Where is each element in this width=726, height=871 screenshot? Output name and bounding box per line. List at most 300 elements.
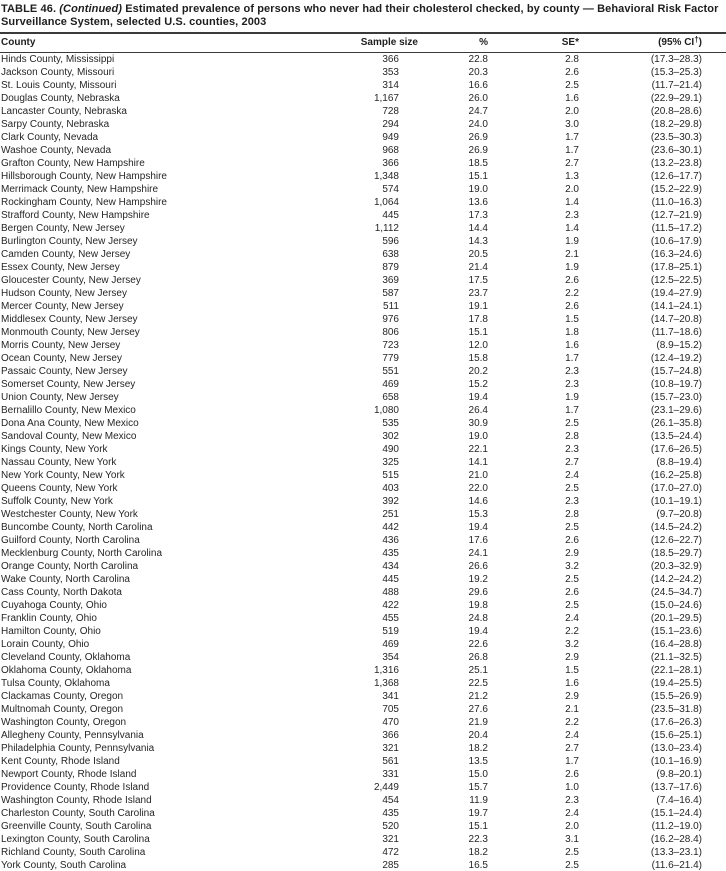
table-row — [0, 287, 726, 300]
cell-county: Orange County, North Carolina — [1, 561, 139, 572]
cell-county: Hamilton County, Ohio — [1, 626, 101, 637]
cell-ci: (11.0–16.3) — [651, 197, 702, 208]
cell-county: New York County, New York — [1, 470, 125, 481]
cell-sample-size: 325 — [382, 457, 399, 468]
cell-ci: (24.5–34.7) — [650, 587, 702, 598]
cell-sample-size: 511 — [383, 301, 399, 312]
table-row — [0, 599, 726, 612]
cell-se: 1.7 — [565, 405, 579, 416]
cell-sample-size: 515 — [382, 470, 399, 481]
cell-se: 1.5 — [565, 665, 579, 676]
cell-percent: 17.8 — [468, 314, 488, 325]
cell-se: 2.3 — [565, 366, 579, 377]
cell-ci: (14.1–24.1) — [650, 301, 702, 312]
table-row — [0, 365, 726, 378]
cell-se: 1.8 — [565, 327, 579, 338]
cell-se: 2.5 — [565, 80, 579, 91]
table-row — [0, 729, 726, 742]
cell-ci: (11.7–21.4) — [651, 80, 702, 91]
cell-sample-size: 587 — [382, 288, 399, 299]
cell-se: 2.5 — [565, 600, 579, 611]
ci-header-close-paren: ) — [698, 37, 702, 48]
cell-percent: 19.1 — [468, 301, 488, 312]
prevalence-table — [0, 32, 726, 871]
cell-percent: 15.2 — [468, 379, 488, 390]
cell-county: Washoe County, Nevada — [1, 145, 112, 156]
cell-ci: (20.8–28.6) — [650, 106, 702, 117]
cell-sample-size: 638 — [382, 249, 399, 260]
cell-sample-size: 488 — [382, 587, 399, 598]
cell-se: 2.7 — [565, 457, 579, 468]
table-body — [0, 53, 726, 871]
table-row — [0, 339, 726, 352]
cell-sample-size: 470 — [382, 717, 399, 728]
cell-sample-size: 445 — [382, 210, 399, 221]
table-row — [0, 807, 726, 820]
table-row — [0, 482, 726, 495]
cell-se: 1.9 — [565, 392, 579, 403]
cell-county: Greenville County, South Carolina — [1, 821, 152, 832]
table-row — [0, 144, 726, 157]
cell-se: 1.0 — [565, 782, 579, 793]
cell-county: Hinds County, Mississippi — [1, 54, 115, 65]
cell-se: 2.6 — [565, 275, 579, 286]
table-row — [0, 625, 726, 638]
cell-se: 1.7 — [565, 756, 579, 767]
cell-county: Lexington County, South Carolina — [1, 834, 150, 845]
cell-county: Kent County, Rhode Island — [1, 756, 120, 767]
cell-se: 2.4 — [565, 470, 579, 481]
cell-ci: (9.7–20.8) — [656, 509, 702, 520]
table-row — [0, 664, 726, 677]
cell-percent: 22.0 — [468, 483, 488, 494]
cell-sample-size: 321 — [382, 743, 399, 754]
cell-percent: 21.0 — [468, 470, 488, 481]
cell-ci: (10.6–17.9) — [650, 236, 702, 247]
cell-se: 2.9 — [565, 691, 579, 702]
cell-county: Camden County, New Jersey — [1, 249, 131, 260]
table-row — [0, 833, 726, 846]
cell-county: Queens County, New York — [1, 483, 118, 494]
table-row — [0, 781, 726, 794]
cell-percent: 26.4 — [468, 405, 488, 416]
cell-county: Sandoval County, New Mexico — [1, 431, 137, 442]
cell-ci: (19.4–27.9) — [650, 288, 702, 299]
cell-sample-size: 949 — [382, 132, 399, 143]
cell-county: Mecklenburg County, North Carolina — [1, 548, 163, 559]
cell-percent: 21.4 — [468, 262, 488, 273]
table-row — [0, 404, 726, 417]
cell-percent: 19.0 — [468, 184, 488, 195]
cell-percent: 14.4 — [468, 223, 488, 234]
cell-ci: (20.1–29.5) — [650, 613, 702, 624]
cell-ci: (8.9–15.2) — [656, 340, 702, 351]
cell-se: 2.3 — [565, 444, 579, 455]
cell-ci: (18.2–29.8) — [650, 119, 702, 130]
cell-ci: (12.5–22.5) — [650, 275, 702, 286]
cell-percent: 19.2 — [468, 574, 488, 585]
table-row — [0, 261, 726, 274]
cell-se: 1.7 — [565, 353, 579, 364]
cell-se: 1.7 — [565, 132, 579, 143]
cell-sample-size: 314 — [382, 80, 399, 91]
cell-se: 2.9 — [565, 652, 579, 663]
cell-se: 2.5 — [565, 418, 579, 429]
cell-se: 2.7 — [565, 158, 579, 169]
cell-sample-size: 490 — [382, 444, 399, 455]
cell-ci: (20.3–32.9) — [650, 561, 702, 572]
cell-sample-size: 454 — [382, 795, 399, 806]
table-row — [0, 79, 726, 92]
table-row — [0, 170, 726, 183]
table-row — [0, 430, 726, 443]
cell-sample-size: 968 — [382, 145, 399, 156]
cell-county: St. Louis County, Missouri — [1, 80, 117, 91]
table-row — [0, 521, 726, 534]
cell-se: 2.1 — [565, 249, 579, 260]
table-row — [0, 456, 726, 469]
cell-percent: 15.3 — [468, 509, 488, 520]
cell-sample-size: 434 — [382, 561, 399, 572]
cell-percent: 19.4 — [468, 626, 488, 637]
cell-county: Oklahoma County, Oklahoma — [1, 665, 132, 676]
cell-ci: (7.4–16.4) — [656, 795, 702, 806]
cell-county: Bernalillo County, New Mexico — [1, 405, 136, 416]
cell-se: 3.1 — [565, 834, 579, 845]
cell-percent: 11.9 — [469, 795, 488, 806]
cell-county: Burlington County, New Jersey — [1, 236, 138, 247]
cell-county: Strafford County, New Hampshire — [1, 210, 150, 221]
cell-county: Cuyahoga County, Ohio — [1, 600, 107, 611]
cell-percent: 14.1 — [468, 457, 488, 468]
cell-ci: (13.3–23.1) — [650, 847, 702, 858]
table-row — [0, 183, 726, 196]
table-row — [0, 274, 726, 287]
cell-ci: (11.5–17.2) — [651, 223, 702, 234]
cell-sample-size: 469 — [382, 639, 399, 650]
cell-sample-size: 1,316 — [373, 665, 399, 676]
table-row — [0, 755, 726, 768]
cell-percent: 22.1 — [468, 444, 488, 455]
cell-percent: 26.8 — [468, 652, 488, 663]
table-row — [0, 716, 726, 729]
table-row — [0, 313, 726, 326]
cell-percent: 20.4 — [468, 730, 488, 741]
cell-percent: 20.3 — [468, 67, 488, 78]
table-row — [0, 846, 726, 859]
cell-county: Washington County, Oregon — [1, 717, 127, 728]
cell-percent: 18.2 — [468, 847, 488, 858]
cell-percent: 24.7 — [468, 106, 488, 117]
cell-county: Middlesex County, New Jersey — [1, 314, 138, 325]
cell-county: Washington County, Rhode Island — [1, 795, 152, 806]
cell-county: Merrimack County, New Hampshire — [1, 184, 159, 195]
cell-sample-size: 436 — [382, 535, 399, 546]
cell-se: 2.6 — [565, 301, 579, 312]
table-row — [0, 196, 726, 209]
cell-percent: 19.7 — [468, 808, 488, 819]
cell-sample-size: 435 — [382, 548, 399, 559]
cell-county: Ocean County, New Jersey — [1, 353, 122, 364]
cell-percent: 24.0 — [468, 119, 488, 130]
cell-county: Grafton County, New Hampshire — [1, 158, 145, 169]
cell-percent: 12.0 — [468, 340, 488, 351]
cell-ci: (18.5–29.7) — [650, 548, 702, 559]
cell-county: Clackamas County, Oregon — [1, 691, 124, 702]
table-title-continued: (Continued) — [59, 3, 123, 15]
cell-sample-size: 366 — [382, 54, 399, 65]
cell-percent: 20.2 — [468, 366, 488, 377]
cell-percent: 19.8 — [468, 600, 488, 611]
cell-sample-size: 366 — [382, 730, 399, 741]
cell-ci: (12.6–22.7) — [650, 535, 702, 546]
cell-ci: (10.8–19.7) — [650, 379, 702, 390]
cell-sample-size: 879 — [382, 262, 399, 273]
cell-ci: (16.3–24.6) — [650, 249, 702, 260]
cell-percent: 19.4 — [468, 522, 488, 533]
cell-se: 2.7 — [565, 743, 579, 754]
cell-se: 2.8 — [565, 54, 579, 65]
cell-percent: 15.1 — [468, 171, 488, 182]
cell-ci: (15.5–26.9) — [650, 691, 702, 702]
cell-se: 2.9 — [565, 548, 579, 559]
cell-county: Westchester County, New York — [1, 509, 138, 520]
cell-percent: 29.6 — [468, 587, 488, 598]
cell-sample-size: 561 — [382, 756, 399, 767]
cell-percent: 13.6 — [468, 197, 488, 208]
cell-sample-size: 331 — [382, 769, 399, 780]
cell-ci: (15.7–23.0) — [650, 392, 702, 403]
cell-sample-size: 369 — [382, 275, 399, 286]
cell-sample-size: 1,064 — [373, 197, 399, 208]
cell-county: Somerset County, New Jersey — [1, 379, 136, 390]
cell-ci: (17.0–27.0) — [650, 483, 702, 494]
cell-sample-size: 285 — [340, 859, 420, 871]
table-row — [0, 248, 726, 261]
cell-sample-size: 574 — [382, 184, 399, 195]
cell-ci: (13.2–23.8) — [650, 158, 702, 169]
cell-percent: 24.8 — [468, 613, 488, 624]
cell-ci: (13.5–24.4) — [650, 431, 702, 442]
dagger-footnote-mark: † — [694, 35, 699, 44]
cell-county: Charleston County, South Carolina — [1, 808, 155, 819]
table-row — [0, 534, 726, 547]
cell-sample-size: 422 — [382, 600, 399, 611]
cell-se: 2.8 — [565, 431, 579, 442]
cell-se: 2.6 — [565, 535, 579, 546]
cell-sample-size: 806 — [382, 327, 399, 338]
cell-county: York County, South Carolina — [0, 859, 340, 871]
cell-se: 2.1 — [565, 704, 579, 715]
cell-ci: (17.3–28.3) — [650, 54, 702, 65]
cell-percent: 16.6 — [468, 80, 488, 91]
table-row — [0, 690, 726, 703]
table-row — [0, 859, 726, 871]
cell-se: 1.6 — [565, 678, 579, 689]
cell-sample-size: 779 — [382, 353, 399, 364]
cell-se: 2.8 — [565, 509, 579, 520]
cell-ci: (9.8–20.1) — [656, 769, 702, 780]
cell-county: Passaic County, New Jersey — [1, 366, 128, 377]
cell-ci: (26.1–35.8) — [650, 418, 702, 429]
cell-ci: (13.0–23.4) — [650, 743, 702, 754]
table-title-rest: Estimated prevalence of persons who never had their cholesterol checked, by county — Behavioral Risk Factor Surveillance System, selected U.S. counties, 2003 — [1, 3, 719, 28]
cell-percent: 17.3 — [468, 210, 488, 221]
cell-se: 1.7 — [565, 145, 579, 156]
cell-ci: (23.1–29.6) — [650, 405, 702, 416]
cell-sample-size: 442 — [382, 522, 399, 533]
cell-percent: 22.6 — [468, 639, 488, 650]
cell-se: 2.2 — [565, 626, 579, 637]
cell-county: Union County, New Jersey — [1, 392, 119, 403]
cell-county: Hillsborough County, New Hampshire — [1, 171, 167, 182]
cell-se: 2.0 — [565, 184, 579, 195]
cell-ci: (14.2–24.2) — [650, 574, 702, 585]
cell-sample-size: 1,112 — [374, 223, 399, 234]
cell-ci: (14.7–20.8) — [650, 314, 702, 325]
cell-ci: (12.4–19.2) — [650, 353, 702, 364]
cell-sample-size: 658 — [382, 392, 399, 403]
cell-sample-size: 455 — [382, 613, 399, 624]
table-row — [0, 495, 726, 508]
cell-ci: (23.6–30.1) — [650, 145, 702, 156]
cell-sample-size: 403 — [382, 483, 399, 494]
column-header-ci — [582, 33, 726, 53]
cell-se: 2.4 — [565, 613, 579, 624]
cell-se: 1.5 — [565, 314, 579, 325]
table-row — [0, 92, 726, 105]
cell-percent: 22.3 — [468, 834, 488, 845]
cell-ci: (16.2–28.4) — [650, 834, 702, 845]
cell-county: Providence County, Rhode Island — [1, 782, 150, 793]
cell-percent: 27.6 — [468, 704, 488, 715]
cell-ci: (22.1–28.1) — [650, 665, 702, 676]
cell-sample-size: 366 — [382, 158, 399, 169]
cell-county: Bergen County, New Jersey — [1, 223, 125, 234]
cell-county: Newport County, Rhode Island — [1, 769, 137, 780]
cell-percent: 16.5 — [420, 859, 490, 871]
cell-sample-size: 392 — [382, 496, 399, 507]
table-title — [0, 0, 726, 32]
cell-county: Wake County, North Carolina — [1, 574, 130, 585]
table-row — [0, 508, 726, 521]
cell-sample-size: 341 — [382, 691, 399, 702]
table-row — [0, 547, 726, 560]
cell-se: 1.6 — [565, 340, 579, 351]
cell-ci: (17.6–26.3) — [650, 717, 702, 728]
table-row — [0, 638, 726, 651]
cell-ci: (15.1–23.6) — [650, 626, 702, 637]
cell-percent: 22.5 — [468, 678, 488, 689]
cell-ci: (22.9–29.1) — [650, 93, 702, 104]
cell-county: Monmouth County, New Jersey — [1, 327, 140, 338]
cell-percent: 19.0 — [468, 431, 488, 442]
cell-se: 2.0 — [565, 106, 579, 117]
cell-ci: (15.6–25.1) — [650, 730, 702, 741]
cell-county: Mercer County, New Jersey — [1, 301, 124, 312]
table-row — [0, 651, 726, 664]
cell-percent: 26.0 — [468, 93, 488, 104]
cell-se: 2.4 — [565, 730, 579, 741]
cell-se: 2.2 — [565, 288, 579, 299]
cell-percent: 15.8 — [468, 353, 488, 364]
cell-se: 2.5 — [490, 859, 582, 871]
cell-percent: 18.5 — [468, 158, 488, 169]
ci-header-text: (95% CI — [658, 37, 695, 48]
table-row — [0, 300, 726, 313]
cell-sample-size: 251 — [382, 509, 399, 520]
cell-percent: 19.4 — [468, 392, 488, 403]
cell-sample-size: 1,167 — [373, 93, 399, 104]
cell-ci: (15.1–24.4) — [650, 808, 702, 819]
cell-county: Cass County, North Dakota — [1, 587, 122, 598]
cell-county: Cleveland County, Oklahoma — [1, 652, 131, 663]
cell-sample-size: 1,348 — [373, 171, 399, 182]
cell-percent: 26.9 — [468, 145, 488, 156]
table-row — [0, 157, 726, 170]
cell-ci: (11.6–21.4) — [582, 859, 726, 871]
cell-ci: (16.2–25.8) — [650, 470, 702, 481]
column-header-se: SE* — [490, 33, 582, 53]
cell-percent: 24.1 — [468, 548, 488, 559]
cell-ci: (15.0–24.6) — [650, 600, 702, 611]
cell-ci: (15.2–22.9) — [650, 184, 702, 195]
table-row — [0, 235, 726, 248]
table-row — [0, 703, 726, 716]
cell-ci: (8.8–19.4) — [656, 457, 702, 468]
cell-sample-size: 354 — [382, 652, 399, 663]
cell-county: Nassau County, New York — [1, 457, 117, 468]
cell-se: 1.4 — [565, 223, 579, 234]
cell-percent: 15.0 — [468, 769, 488, 780]
cell-sample-size: 596 — [382, 236, 399, 247]
table-header — [0, 33, 726, 53]
cell-percent: 21.9 — [468, 717, 488, 728]
cell-se: 2.5 — [565, 847, 579, 858]
cell-county: Philadelphia County, Pennsylvania — [1, 743, 155, 754]
cell-ci: (15.7–24.8) — [650, 366, 702, 377]
cell-county: Morris County, New Jersey — [1, 340, 121, 351]
cell-ci: (19.4–25.5) — [650, 678, 702, 689]
cell-percent: 15.7 — [468, 782, 488, 793]
cell-ci: (14.5–24.2) — [650, 522, 702, 533]
cell-se: 2.3 — [565, 795, 579, 806]
table-row — [0, 677, 726, 690]
cell-ci: (11.2–19.0) — [651, 821, 702, 832]
table-row — [0, 118, 726, 131]
cell-sample-size: 435 — [382, 808, 399, 819]
cell-sample-size: 728 — [382, 106, 399, 117]
table-row — [0, 131, 726, 144]
table-row — [0, 586, 726, 599]
cell-ci: (10.1–19.1) — [650, 496, 702, 507]
cell-ci: (17.8–25.1) — [650, 262, 702, 273]
table-row — [0, 417, 726, 430]
cell-se: 2.6 — [565, 587, 579, 598]
cell-sample-size: 321 — [382, 834, 399, 845]
cell-se: 2.6 — [565, 769, 579, 780]
cell-sample-size: 535 — [382, 418, 399, 429]
cell-se: 2.0 — [565, 821, 579, 832]
table-row — [0, 742, 726, 755]
cell-se: 2.5 — [565, 574, 579, 585]
column-header-sample-size: Sample size — [340, 33, 420, 53]
cell-se: 1.3 — [565, 171, 579, 182]
table-header-row — [0, 33, 726, 53]
cell-county: Clark County, Nevada — [1, 132, 99, 143]
table-row — [0, 820, 726, 833]
cell-sample-size: 519 — [382, 626, 399, 637]
